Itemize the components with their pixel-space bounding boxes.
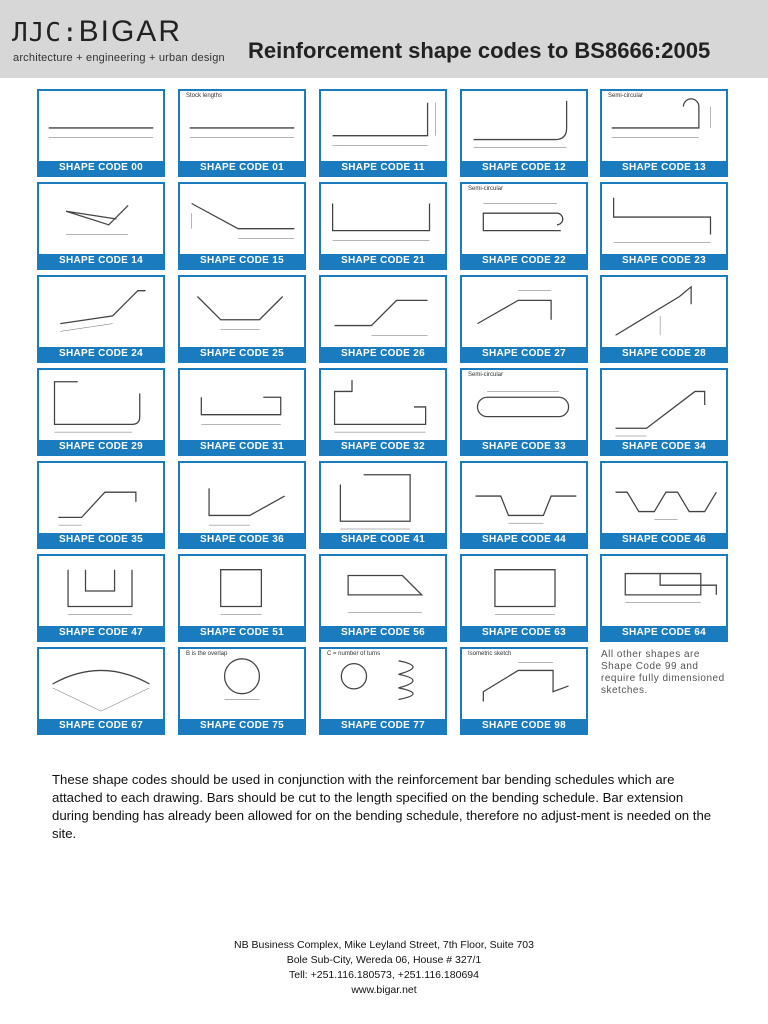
shape-code-label: SHAPE CODE 22 [462, 254, 586, 268]
shape-code-label: SHAPE CODE 28 [602, 347, 726, 361]
shape-card-67 [37, 647, 165, 735]
shape-sketch [180, 277, 304, 347]
footer-line-1: NB Business Complex, Mike Leyland Street, 7th Floor, Suite 703 [234, 939, 534, 951]
shape-card-31 [178, 368, 306, 456]
shape-sketch [39, 91, 163, 161]
shape-sketch [321, 463, 445, 533]
shape-card-44 [460, 461, 588, 549]
shape-sketch [602, 463, 726, 533]
shape-sketch [39, 556, 163, 626]
shape-code-label: SHAPE CODE 34 [602, 440, 726, 454]
shape-code-label: SHAPE CODE 29 [39, 440, 163, 454]
shape-sketch [321, 277, 445, 347]
shape-code-label: SHAPE CODE 33 [462, 440, 586, 454]
shape-card-36 [178, 461, 306, 549]
shape-note: Semi-circular [468, 372, 504, 378]
shape-card-11 [319, 89, 447, 177]
shape-sketch [602, 556, 726, 626]
shape-sketch [180, 91, 304, 161]
shape-sketch [462, 277, 586, 347]
shape-code-label: SHAPE CODE 67 [39, 719, 163, 733]
other-shapes-note: All other shapes are Shape Code 99 and require fully dimensioned sketches. [601, 649, 725, 696]
tagline: architecture + engineering + urban design [13, 52, 225, 64]
shape-code-label: SHAPE CODE 44 [462, 533, 586, 547]
footer-line-2: Bole Sub-City, Wereda 06, House # 327/1 [286, 954, 482, 966]
shape-card-21 [319, 182, 447, 270]
shape-sketch [39, 184, 163, 254]
shape-code-label: SHAPE CODE 27 [462, 347, 586, 361]
shape-note: Isometric sketch [468, 651, 512, 657]
shape-sketch [462, 649, 586, 719]
shape-note: B is the overlap [186, 651, 228, 657]
shape-card-98 [460, 647, 588, 735]
footer-address [0, 938, 768, 998]
shape-card-56 [319, 554, 447, 642]
shape-sketch [321, 556, 445, 626]
shape-note: Stock lengths [186, 93, 223, 99]
logo-name: BIGAR [78, 15, 182, 48]
shape-card-35 [37, 461, 165, 549]
shape-card-41 [319, 461, 447, 549]
shape-card-26 [319, 275, 447, 363]
shape-card-46 [600, 461, 728, 549]
shape-sketch [180, 463, 304, 533]
shape-code-label: SHAPE CODE 41 [321, 533, 445, 547]
shape-code-label: SHAPE CODE 21 [321, 254, 445, 268]
shape-card-28 [600, 275, 728, 363]
shape-code-label: SHAPE CODE 24 [39, 347, 163, 361]
shape-card-63 [460, 554, 588, 642]
shape-code-label: SHAPE CODE 11 [321, 161, 445, 175]
shape-code-label: SHAPE CODE 15 [180, 254, 304, 268]
shape-sketch [602, 91, 726, 161]
shape-sketch [39, 370, 163, 440]
shape-card-32 [319, 368, 447, 456]
shape-code-label: SHAPE CODE 23 [602, 254, 726, 268]
shape-code-label: SHAPE CODE 98 [462, 719, 586, 733]
usage-paragraph: These shape codes should be used in conjunction with the reinforcement bar bending schedules which are attached to each drawing. Bars should be cut to the length specified on the bending schedule. Bar extension during bending has already been allowed for on the bending schedule, therefore no adjust-ment is needed on the site. [52, 772, 712, 841]
shape-card-29 [37, 368, 165, 456]
shape-card-25 [178, 275, 306, 363]
shape-card-00 [37, 89, 165, 177]
logo-mark: ЛJC: [12, 18, 79, 48]
shape-note: Semi-circular [468, 186, 504, 192]
shape-card-14 [37, 182, 165, 270]
footer-line-3: Tell: +251.116.180573, +251.116.180694 [289, 969, 479, 981]
shape-code-label: SHAPE CODE 51 [180, 626, 304, 640]
shape-card-33 [460, 368, 588, 456]
shape-code-label: SHAPE CODE 26 [321, 347, 445, 361]
shape-code-label: SHAPE CODE 13 [602, 161, 726, 175]
shape-sketch [180, 370, 304, 440]
shape-sketch [39, 277, 163, 347]
shape-code-label: SHAPE CODE 47 [39, 626, 163, 640]
shape-sketch [39, 649, 163, 719]
shape-sketch [321, 184, 445, 254]
shape-card-77 [319, 647, 447, 735]
shape-sketch [462, 184, 586, 254]
shape-sketch [180, 184, 304, 254]
shape-card-01 [178, 89, 306, 177]
logo [12, 15, 182, 48]
shape-card-51 [178, 554, 306, 642]
shape-code-label: SHAPE CODE 14 [39, 254, 163, 268]
shape-sketch [602, 370, 726, 440]
shape-sketch [462, 91, 586, 161]
shape-sketch [462, 463, 586, 533]
shape-code-label: SHAPE CODE 32 [321, 440, 445, 454]
shape-note: C = number of turns [327, 651, 381, 657]
shape-sketch [321, 370, 445, 440]
shape-code-label: SHAPE CODE 63 [462, 626, 586, 640]
shape-card-12 [460, 89, 588, 177]
shape-code-label: SHAPE CODE 01 [180, 161, 304, 175]
shape-sketch [462, 556, 586, 626]
shape-sketch [602, 184, 726, 254]
shape-code-label: SHAPE CODE 25 [180, 347, 304, 361]
shape-code-label: SHAPE CODE 64 [602, 626, 726, 640]
shape-sketch [180, 649, 304, 719]
shape-card-24 [37, 275, 165, 363]
shape-code-label: SHAPE CODE 75 [180, 719, 304, 733]
shape-card-34 [600, 368, 728, 456]
shape-card-15 [178, 182, 306, 270]
shape-code-label: SHAPE CODE 12 [462, 161, 586, 175]
shape-code-label: SHAPE CODE 46 [602, 533, 726, 547]
shape-card-23 [600, 182, 728, 270]
shape-note: Semi-circular [608, 93, 644, 99]
shape-code-label: SHAPE CODE 35 [39, 533, 163, 547]
shape-sketch [462, 370, 586, 440]
page-header [0, 0, 768, 78]
shape-code-label: SHAPE CODE 77 [321, 719, 445, 733]
shape-sketch [321, 649, 445, 719]
shape-sketch [180, 556, 304, 626]
footer-line-4: www.bigar.net [351, 984, 417, 996]
shape-card-13 [600, 89, 728, 177]
shape-card-47 [37, 554, 165, 642]
shape-sketch [39, 463, 163, 533]
shape-code-label: SHAPE CODE 56 [321, 626, 445, 640]
shape-code-label: SHAPE CODE 36 [180, 533, 304, 547]
shape-card-27 [460, 275, 588, 363]
page-title: Reinforcement shape codes to BS8666:2005 [248, 38, 711, 63]
shape-card-64 [600, 554, 728, 642]
shape-code-label: SHAPE CODE 31 [180, 440, 304, 454]
shape-card-22 [460, 182, 588, 270]
shape-sketch [602, 277, 726, 347]
shape-sketch [321, 91, 445, 161]
shape-card-75 [178, 647, 306, 735]
shape-code-label: SHAPE CODE 00 [39, 161, 163, 175]
